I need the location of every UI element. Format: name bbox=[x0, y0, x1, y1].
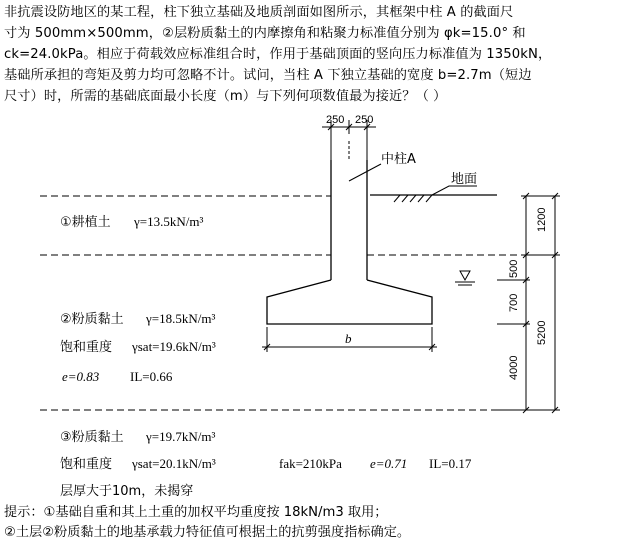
question-line-2: 寸为 500mm×500mm，②层粉质黏土的内摩擦角和粘聚力标准值分别为 φk=15.0° 和 bbox=[4, 26, 526, 41]
layer3-name: ③粉质黏土 bbox=[60, 430, 124, 445]
layer2-sat-label: 饱和重度 bbox=[60, 340, 113, 355]
dim-top-left: 250 bbox=[326, 114, 345, 126]
question-line-1: 非抗震设防地区的某工程，柱下独立基础及地质剖面如图所示，其框架中柱 A 的截面尺 bbox=[4, 5, 514, 20]
dim-700: 700 bbox=[508, 293, 520, 312]
dim-4000: 4000 bbox=[508, 355, 520, 380]
width-label: b bbox=[345, 331, 352, 346]
ground-label-leader bbox=[432, 186, 477, 195]
layer3-e: e=0.71 bbox=[370, 456, 408, 471]
question-line-3: ck=24.0kPa。相应于荷载效应标准组合时，作用于基础顶面的竖向压力标准值为 1350kN， bbox=[4, 47, 552, 62]
layer3-fak: fak=210kPa bbox=[279, 456, 342, 471]
layer1-name: ①耕植土 bbox=[60, 215, 111, 230]
footing-outline bbox=[267, 160, 432, 324]
layer3-il: IL=0.17 bbox=[429, 456, 472, 471]
layer2-gamma-sat: γsat=19.6kN/m³ bbox=[132, 339, 216, 354]
column-label: 中柱A bbox=[381, 152, 416, 167]
layer2-gamma: γ=18.5kN/m³ bbox=[146, 311, 216, 326]
layer3-sat-label: 饱和重度 bbox=[60, 457, 113, 472]
ground-label: 地面 bbox=[451, 172, 478, 187]
question-line-5: 尺寸）时，所需的基础底面最小长度（m）与下列何项数值最为接近？（ ） bbox=[4, 89, 447, 104]
layer1-gamma: γ=13.5kN/m³ bbox=[134, 214, 204, 229]
column-label-leader bbox=[349, 164, 381, 181]
dim-5200: 5200 bbox=[536, 320, 548, 345]
question-line-4: 基础所承担的弯矩及剪力均可忽略不计。试问，当柱 A 下独立基础的宽度 b=2.7m（短边 bbox=[4, 68, 532, 83]
layer3-gamma: γ=19.7kN/m³ bbox=[146, 429, 216, 444]
layer3-note: 层厚大于10m，未揭穿 bbox=[60, 484, 194, 499]
layer3-gamma-sat: γsat=20.1kN/m³ bbox=[132, 456, 216, 471]
hint-text bbox=[4, 503, 616, 543]
hint-line-1: 提示：①基础自重和其上土重的加权平均重度按 18kN/m3 取用； bbox=[4, 505, 388, 520]
layer2-il: IL=0.66 bbox=[130, 369, 173, 384]
layer2-name: ②粉质黏土 bbox=[60, 312, 124, 327]
dim-500: 500 bbox=[508, 259, 520, 278]
layer2-e: e=0.83 bbox=[62, 369, 100, 384]
ground-hatch bbox=[394, 195, 432, 202]
water-table-icon bbox=[455, 271, 475, 285]
dim-top-right: 250 bbox=[355, 114, 374, 126]
dim-1200: 1200 bbox=[536, 207, 548, 232]
hint-line-2: ②土层②粉质黏土的地基承载力特征值可根据土的抗剪强度指标确定。 bbox=[4, 525, 411, 540]
right-dimensions bbox=[497, 193, 560, 413]
